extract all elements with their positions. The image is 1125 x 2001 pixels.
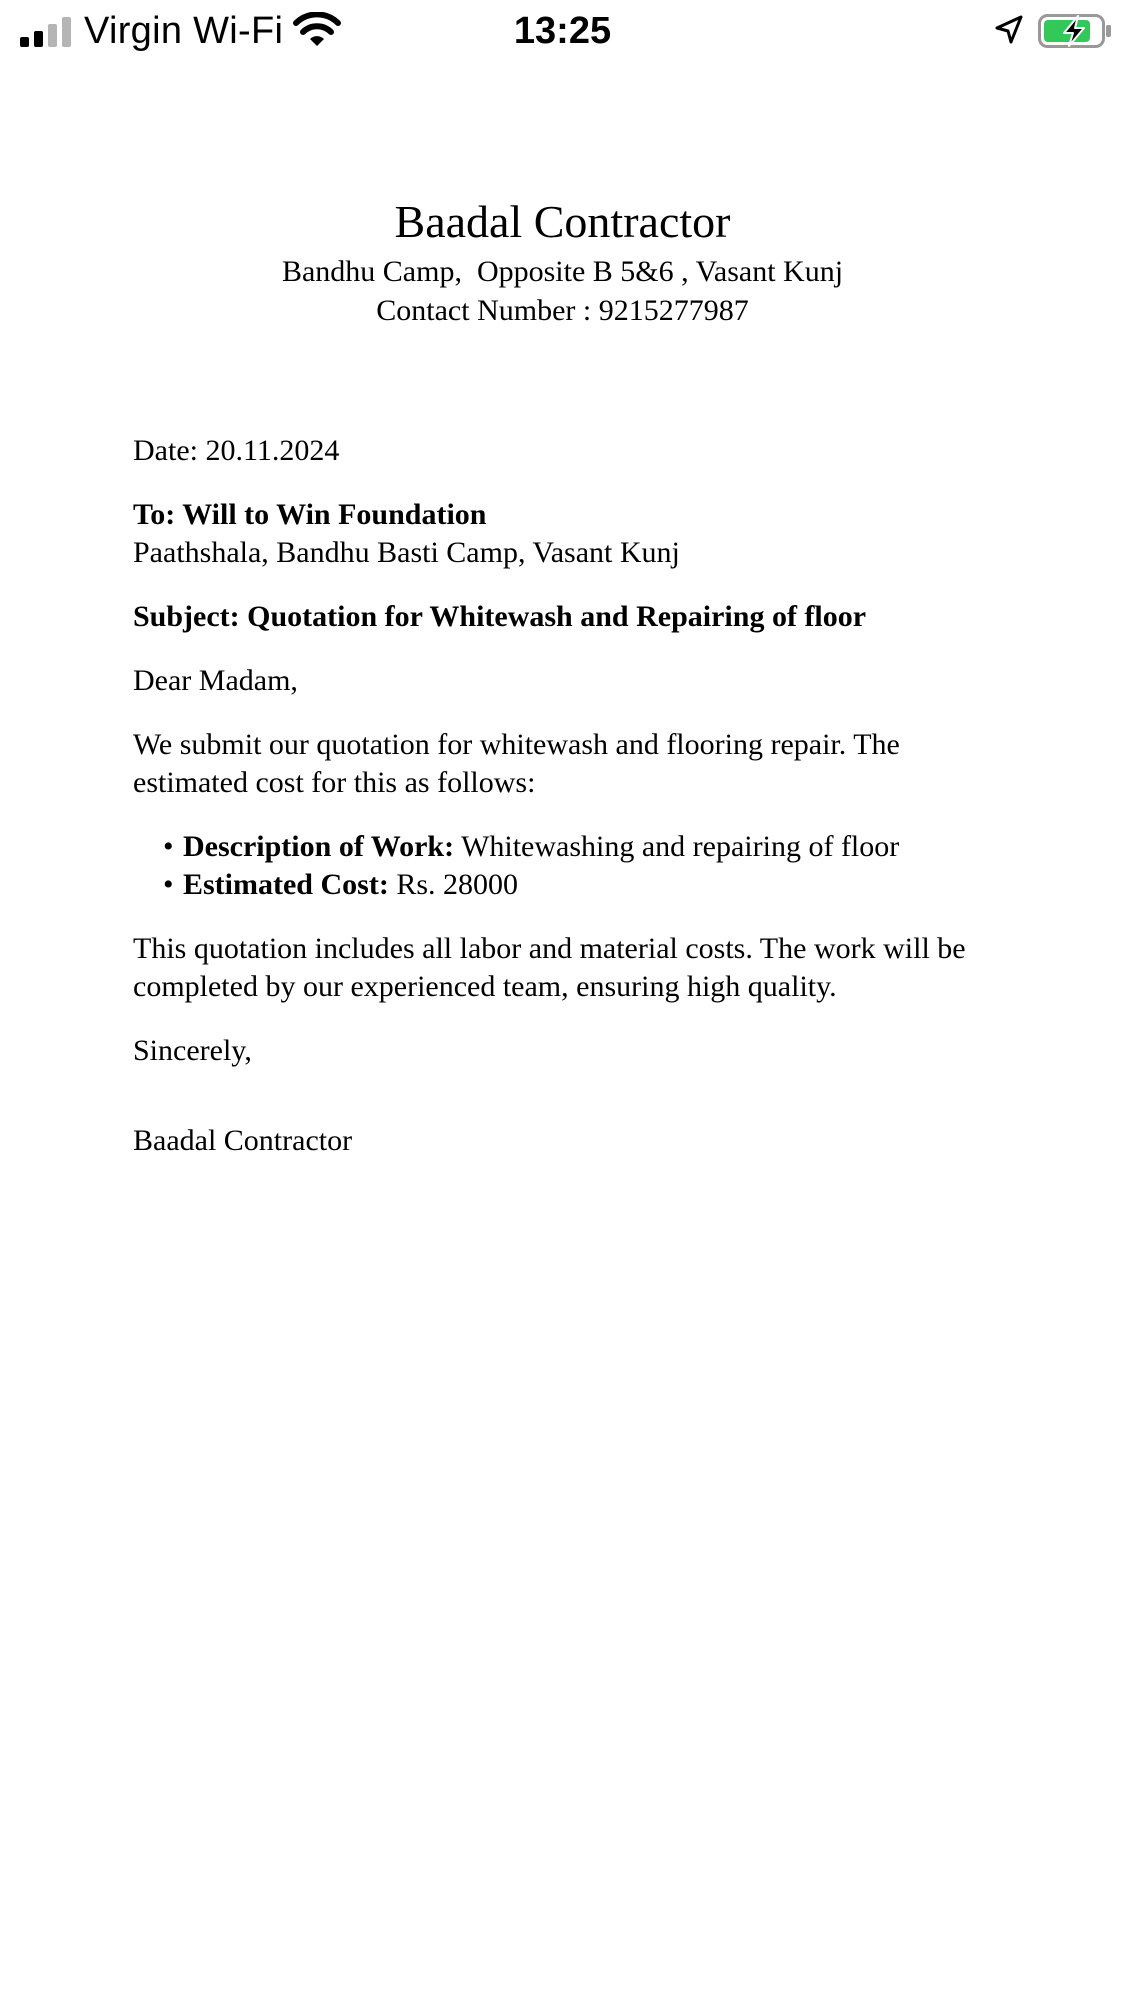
item-value: Rs. 28000: [388, 868, 518, 901]
list-item: [163, 866, 1013, 904]
battery-charging-icon: [1038, 14, 1112, 48]
letter-body: [133, 432, 1013, 1186]
letterhead: [0, 192, 1125, 330]
closing-paragraph: This quotation includes all labor and material costs. The work will be completed by our experienced team, ensuring high quality.: [133, 932, 966, 1003]
salutation: Dear Madam,: [133, 664, 298, 697]
signature: Baadal Contractor: [133, 1124, 353, 1157]
carrier-name: Virgin Wi-Fi: [84, 10, 284, 52]
signature-space: [133, 1096, 1013, 1122]
company-contact: Contact Number : 9215277987: [376, 294, 749, 327]
clock-time: 13:25: [513, 10, 612, 52]
recipient-block: [133, 496, 1013, 572]
letter-date: Date: 20.11.2024: [133, 434, 340, 467]
item-label: Description of Work:: [183, 830, 455, 863]
item-label: Estimated Cost:: [183, 868, 389, 901]
location-arrow-icon: [994, 14, 1024, 46]
company-address: Bandhu Camp, Opposite B 5&6 , Vasant Kunj: [281, 255, 844, 288]
company-name: Baadal Contractor: [394, 196, 731, 247]
letter-subject: Subject: Quotation for Whitewash and Repairing of floor: [133, 600, 867, 633]
status-bar: [0, 0, 1125, 64]
intro-paragraph: We submit our quotation for whitewash and flooring repair. The estimated cost for this as follows:: [133, 728, 900, 799]
sign-off: Sincerely,: [133, 1034, 252, 1067]
recipient-address: Paathshala, Bandhu Basti Camp, Vasant Kunj: [133, 536, 680, 569]
list-item: [163, 828, 1013, 866]
bullet-icon: •: [163, 868, 174, 901]
recipient-name: To: Will to Win Foundation: [133, 498, 487, 531]
bullet-icon: •: [163, 830, 174, 863]
item-value: Whitewashing and repairing of floor: [454, 830, 900, 863]
quotation-items: [133, 828, 1013, 904]
